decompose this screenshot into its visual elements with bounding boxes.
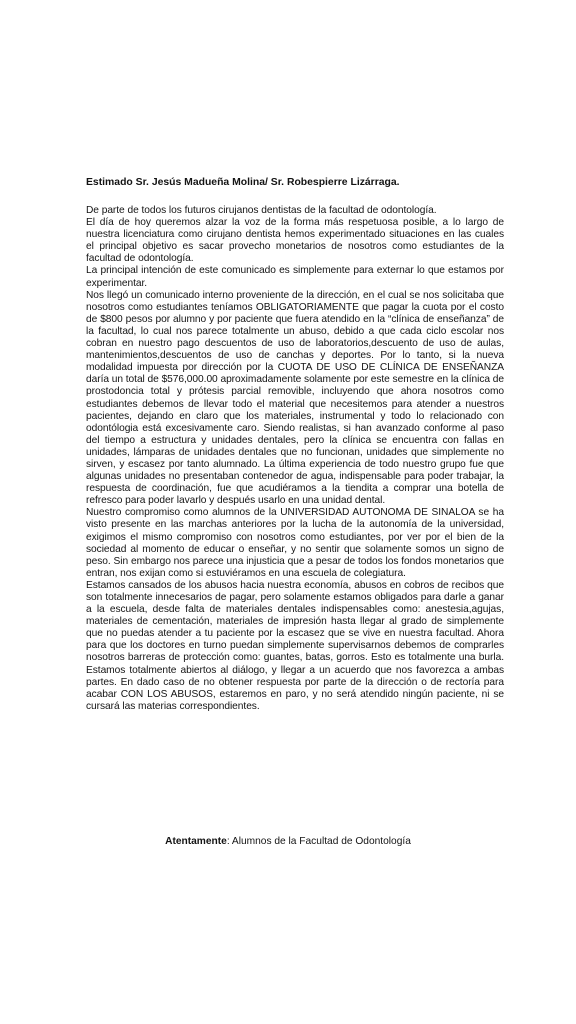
paragraph-purpose: El día de hoy queremos alzar la voz de la forma más respetuosa posible, a lo largo de nuestra licenciatura como cirujano dentista hemos experimentado situaciones en las cuales el principal objetivo es sacar provecho monetarios de nosotros como estudiantes de la facultad de odontología. bbox=[86, 217, 504, 265]
paragraph-intention: La principal intención de este comunicado es simplemente para externar lo que estamos por experimentar. bbox=[86, 265, 504, 289]
closing-signature bbox=[0, 835, 576, 848]
closing-signatories: : Alumnos de la Facultad de Odontología bbox=[226, 836, 411, 847]
paragraph-commitment: Nuestro compromiso como alumnos de la UNIVERSIDAD AUTONOMA DE SINALOA se ha visto presente en las marchas anteriores por la lucha de la autonomía de la universidad, exigimos el mismo compromiso con nosotros como estudiantes, por ver por el bien de la sociedad al momento de educar o enseñar, y no sentir que solamente somos un signo de peso. Sin embargo nos parece una injusticia que a pesar de todos los fondos monetarios que entran, nos exijan como si estuviéramos en una escuela de colegiatura. bbox=[86, 507, 504, 579]
letter-body bbox=[86, 176, 504, 713]
closing-label: Atentamente bbox=[165, 836, 227, 847]
paragraph-intro: De parte de todos los futuros cirujanos dentistas de la facultad de odontología. bbox=[86, 205, 437, 216]
salutation: Estimado Sr. Jesús Madueña Molina/ Sr. Robespierre Lizárraga. bbox=[86, 177, 400, 188]
paragraph-complaint: Nos llegó un comunicado interno proveniente de la dirección, en el cual se nos solicitaba que nosotros como estudiantes teníamos OBLIGATORIAMENTE que pagar la cuota por el costo de $800 pesos por alumno y por paciente que fuera atendido en la “clínica de enseñanza” de la facultad, lo cual nos parece totalmente un abuso, debido a que cada ciclo escolar nos cobran en nuestro pago descuentos de uso de laboratorios,descuento de uso de aulas, mantenimientos,descuentos de uso de canchas y deportes. Por lo tanto, si la nueva modalidad impuesta por dirección por la CUOTA DE USO DE CLÍNICA DE ENSEÑANZA daría un total de $576,000.00 aproximadamente solamente por este semestre en la clínica de prostodoncia total y prótesis parcial removible, incluyendo que ahora nosotros como estudiantes debemos de llevar todo el material que necesitemos para atender a nuestros pacientes, dejando en claro que los materiales, instrumental y todo lo relacionado con odontólogia está excesivamente caro. Siendo realistas, si han avanzado conforme al paso del tiempo a estructura y unidades dentales, pero la clínica se encuentra con fallas en unidades, lámparas de unidades dentales que no funcionan, unidades que simplemente no sirven, y escasez por tanto alumnado. La última experiencia de todo nuestro grupo fue que algunas unidades no presentaban contenedor de agua, indispensable para poder trabajar, la respuesta de coordinación, fue que acudiéramos a la tiendita a comprar una botella de refresco para poder lavarlo y después usarlo en una unidad dental. bbox=[86, 289, 504, 507]
paragraph-demands: Estamos cansados de los abusos hacia nuestra economía, abusos en cobros de recibos que son totalmente innecesarios de pagar, pero solamente estamos obligados para darle a ganar a la escuela, desde falta de materiales dentales indispensables como: anestesia,agujas, materiales de cementación, materiales de impresión hasta llegar al grado de simplemente que no puedas atender a tu paciente por la escasez que se vive en nuestra facultad. Ahora para que los doctores en turno puedan simplemente supervisarnos debemos de comprarles nosotros barreras de protección como: guantes, batas, gorros. Esto es totalmente una burla. Estamos totalmente abiertos al diálogo, y llegar a un acuerdo que nos favorezca a ambas partes. En dado caso de no obtener respuesta por parte de la dirección o de rectoría para acabar CON LOS ABUSOS, estaremos en paro, y no será atendido ningún paciente, ni se cursará las materias correspondientes. bbox=[86, 579, 504, 712]
